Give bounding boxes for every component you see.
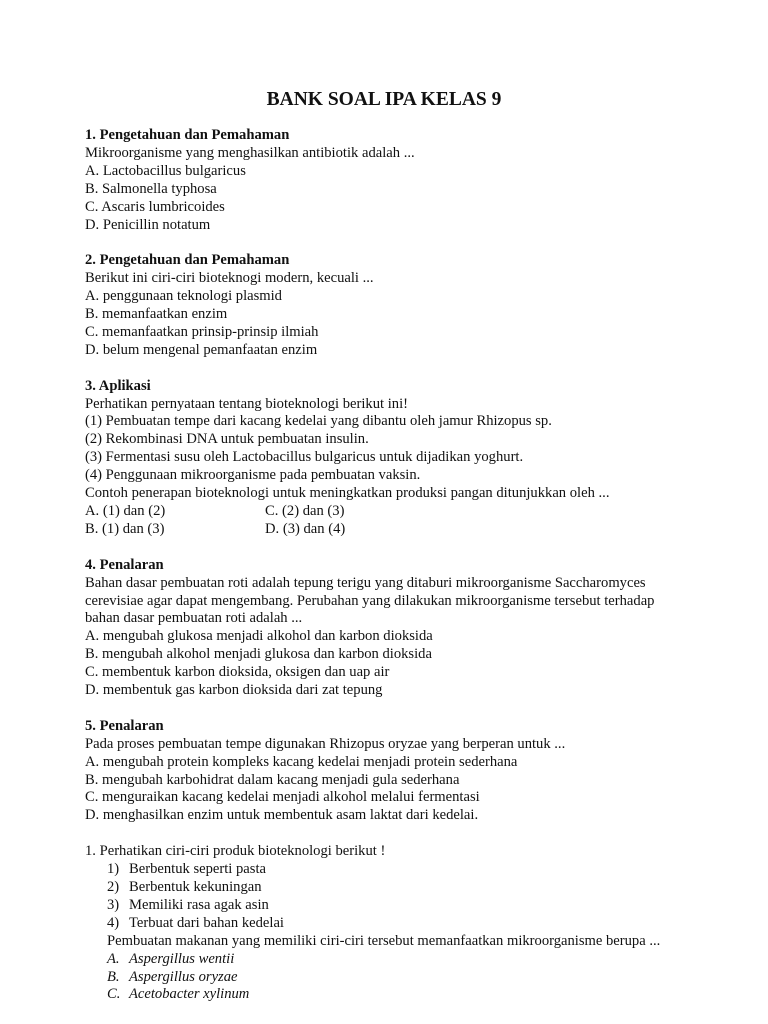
answer-option: C. Acetobacter xylinum <box>107 986 250 1003</box>
statement-item: (3) Fermentasi susu oleh Lactobacillus bulgaricus untuk dijadikan yoghurt. <box>85 449 524 466</box>
statement-item: (4) Penggunaan mikroorganisme pada pembuatan vaksin. <box>85 467 421 484</box>
answer-option: C. membentuk karbon dioksida, oksigen dan uap air <box>85 664 390 681</box>
question-stem: Perhatikan pernyataan tentang bioteknologi berikut ini! <box>85 395 408 412</box>
answer-option: B. mengubah alkohol menjadi glukosa dan karbon dioksida <box>85 646 432 663</box>
question-3 <box>85 378 685 539</box>
answer-option: C. Ascaris lumbricoides <box>85 198 225 215</box>
question-list <box>85 127 685 1004</box>
question-prompt: Pembuatan makanan yang memiliki ciri-ciri tersebut memanfaatkan mikroorganisme berupa ... <box>107 932 661 949</box>
answer-option: B. (1) dan (3) <box>85 520 165 537</box>
answer-option: D. Penicillin notatum <box>85 216 211 233</box>
answer-option: B. memanfaatkan enzim <box>85 306 228 323</box>
answer-option: A. penggunaan teknologi plasmid <box>85 288 282 305</box>
question-heading: 2. Pengetahuan dan Pemahaman <box>85 252 290 269</box>
question-4 <box>85 557 685 700</box>
answer-option: C. (2) dan (3) <box>265 503 345 519</box>
page-title: BANK SOAL IPA KELAS 9 <box>266 89 502 110</box>
answer-option: B. Salmonella typhosa <box>85 180 217 197</box>
question-5 <box>85 718 685 825</box>
question-heading: 4. Penalaran <box>85 556 164 573</box>
answer-option: A. mengubah glukosa menjadi alkohol dan karbon dioksida <box>85 628 433 645</box>
question-stem: Pada proses pembuatan tempe digunakan Rhizopus oryzae yang berperan untuk ... <box>85 735 566 752</box>
question-lead: 1. Perhatikan ciri-ciri produk bioteknologi berikut ! <box>85 843 386 860</box>
question-1 <box>85 127 685 234</box>
characteristics-list <box>85 861 685 933</box>
question-2 <box>85 252 685 359</box>
question-heading: 5. Penalaran <box>85 717 164 734</box>
list-item: 3) Memiliki rasa agak asin <box>107 896 269 913</box>
statement-item: (2) Rekombinasi DNA untuk pembuatan insulin. <box>85 431 369 448</box>
question-6-options <box>85 933 685 1005</box>
list-item: 1) Berbentuk seperti pasta <box>107 861 266 878</box>
statement-item: (1) Pembuatan tempe dari kacang kedelai yang dibantu oleh jamur Rhizopus sp. <box>85 413 552 430</box>
answer-option: A. Lactobacillus bulgaricus <box>85 162 246 179</box>
answer-option: D. (3) dan (4) <box>265 520 346 537</box>
answer-option: A. (1) dan (2) <box>85 503 166 519</box>
answer-options-grid <box>85 503 685 539</box>
answer-option: B. mengubah karbohidrat dalam kacang menjadi gula sederhana <box>85 771 460 788</box>
question-6 <box>85 843 685 1004</box>
answer-option: B. Aspergillus oryzae <box>107 968 238 985</box>
list-item: 2) Berbentuk kekuningan <box>107 878 262 895</box>
answer-option: D. belum mengenal pemanfaatan enzim <box>85 341 318 358</box>
question-heading: 1. Pengetahuan dan Pemahaman <box>85 127 290 143</box>
question-stem: cerevisiae agar dapat mengembang. Perubahan yang dilakukan mikroorganisme tersebut terhadap <box>85 592 655 609</box>
answer-option: A. mengubah protein kompleks kacang kedelai menjadi protein sederhana <box>85 753 518 770</box>
answer-option: C. memanfaatkan prinsip-prinsip ilmiah <box>85 323 319 340</box>
question-prompt: Contoh penerapan bioteknologi untuk meningkatkan produksi pangan ditunjukkan oleh ... <box>85 485 610 502</box>
answer-option: C. menguraikan kacang kedelai menjadi alkohol melalui fermentasi <box>85 789 480 806</box>
list-item: 4) Terbuat dari bahan kedelai <box>107 914 284 931</box>
answer-option: A. Aspergillus wentii <box>107 950 235 967</box>
question-stem: Bahan dasar pembuatan roti adalah tepung terigu yang ditaburi mikroorganisme Saccharomyces <box>85 574 646 591</box>
question-heading: 3. Aplikasi <box>85 377 151 394</box>
question-stem: Berikut ini ciri-ciri bioteknogi modern, kecuali ... <box>85 270 374 287</box>
question-stem: bahan dasar pembuatan roti adalah ... <box>85 610 303 627</box>
answer-option: D. menghasilkan enzim untuk membentuk asam laktat dari kedelai. <box>85 807 479 824</box>
question-stem: Mikroorganisme yang menghasilkan antibiotik adalah ... <box>85 144 415 161</box>
answer-option: D. membentuk gas karbon dioksida dari zat tepung <box>85 682 383 699</box>
